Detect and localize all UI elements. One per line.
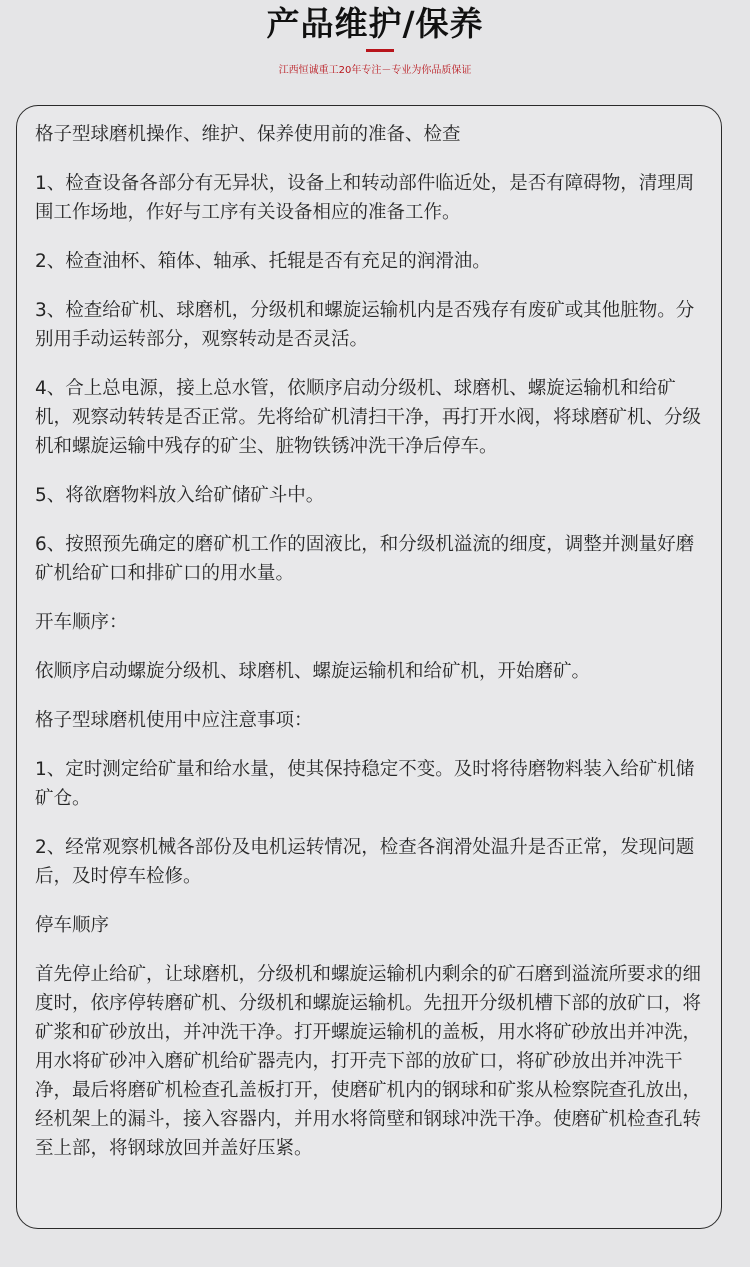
paragraph-check-5: 5、将欲磨物料放入给矿储矿斗中。 bbox=[35, 485, 325, 506]
paragraph-precaution-1: 1、定时测定给矿量和给水量，使其保持稳定不变。及时将待磨物料装入给矿机储矿仓。 bbox=[35, 759, 695, 809]
paragraph-check-1: 1、检查设备各部分有无异状，设备上和转动部件临近处，是否有障碍物，清理周围工作场地，作好与工序有关设备相应的准备工作。 bbox=[35, 173, 695, 223]
section-heading-precautions: 格子型球磨机使用中应注意事项： bbox=[35, 710, 313, 731]
page-header bbox=[0, 0, 750, 90]
section-heading-startup: 开车顺序： bbox=[35, 612, 128, 633]
paragraph-check-4: 4、合上总电源，接上总水管，依顺序启动分级机、球磨机、螺旋运输机和给矿机，观察动转转是否正常。先将给矿机清扫干净，再打开水阀，将球磨矿机、分级机和螺旋运输中残存的矿尘、脏物铁锈冲洗干净后停车。 bbox=[35, 378, 702, 457]
content-card bbox=[16, 105, 722, 1229]
paragraph-check-3: 3、检查给矿机、球磨机，分级机和螺旋运输机内是否残存有废矿或其他脏物。分别用手动运转部分，观察转动是否灵活。 bbox=[35, 300, 695, 350]
section-heading-preparation: 格子型球磨机操作、维护、保养使用前的准备、检查 bbox=[35, 124, 461, 145]
content-body bbox=[35, 120, 707, 1183]
paragraph-shutdown-order: 首先停止给矿，让球磨机，分级机和螺旋运输机内剩余的矿石磨到溢流所要求的细度时，依序停转磨矿机、分级机和螺旋运输机。先扭开分级机槽下部的放矿口，将矿浆和矿砂放出，并冲洗干净。打开螺旋运输机的盖板，用水将矿砂放出并冲洗，用水将矿砂冲入磨矿机给矿器壳内，打开壳下部的放矿口，将矿砂放出并冲洗干净，最后将磨矿机检查孔盖板打开，使磨矿机内的钢球和矿浆从检察院查孔放出，经机架上的漏斗，接入容器内，并用水将筒壁和钢球冲洗干净。使磨矿机检查孔转至上部，将钢球放回并盖好压紧。 bbox=[35, 964, 702, 1159]
paragraph-check-6: 6、按照预先确定的磨矿机工作的固液比，和分级机溢流的细度，调整并测量好磨矿机给矿口和排矿口的用水量。 bbox=[35, 534, 695, 584]
paragraph-check-2: 2、检查油杯、箱体、轴承、托辊是否有充足的润滑油。 bbox=[35, 251, 491, 272]
page-title: 产品维护/保养 bbox=[266, 4, 484, 43]
paragraph-startup-order: 依顺序启动螺旋分级机、球磨机、螺旋运输机和给矿机，开始磨矿。 bbox=[35, 661, 591, 682]
paragraph-precaution-2: 2、经常观察机械各部份及电机运转情况，检查各润滑处温升是否正常，发现问题后，及时停车检修。 bbox=[35, 837, 695, 887]
page-subtitle: 江西恒诚重工20年专注－专业为你品质保证 bbox=[278, 65, 472, 76]
title-divider bbox=[366, 49, 394, 52]
section-heading-shutdown: 停车顺序 bbox=[35, 915, 110, 936]
